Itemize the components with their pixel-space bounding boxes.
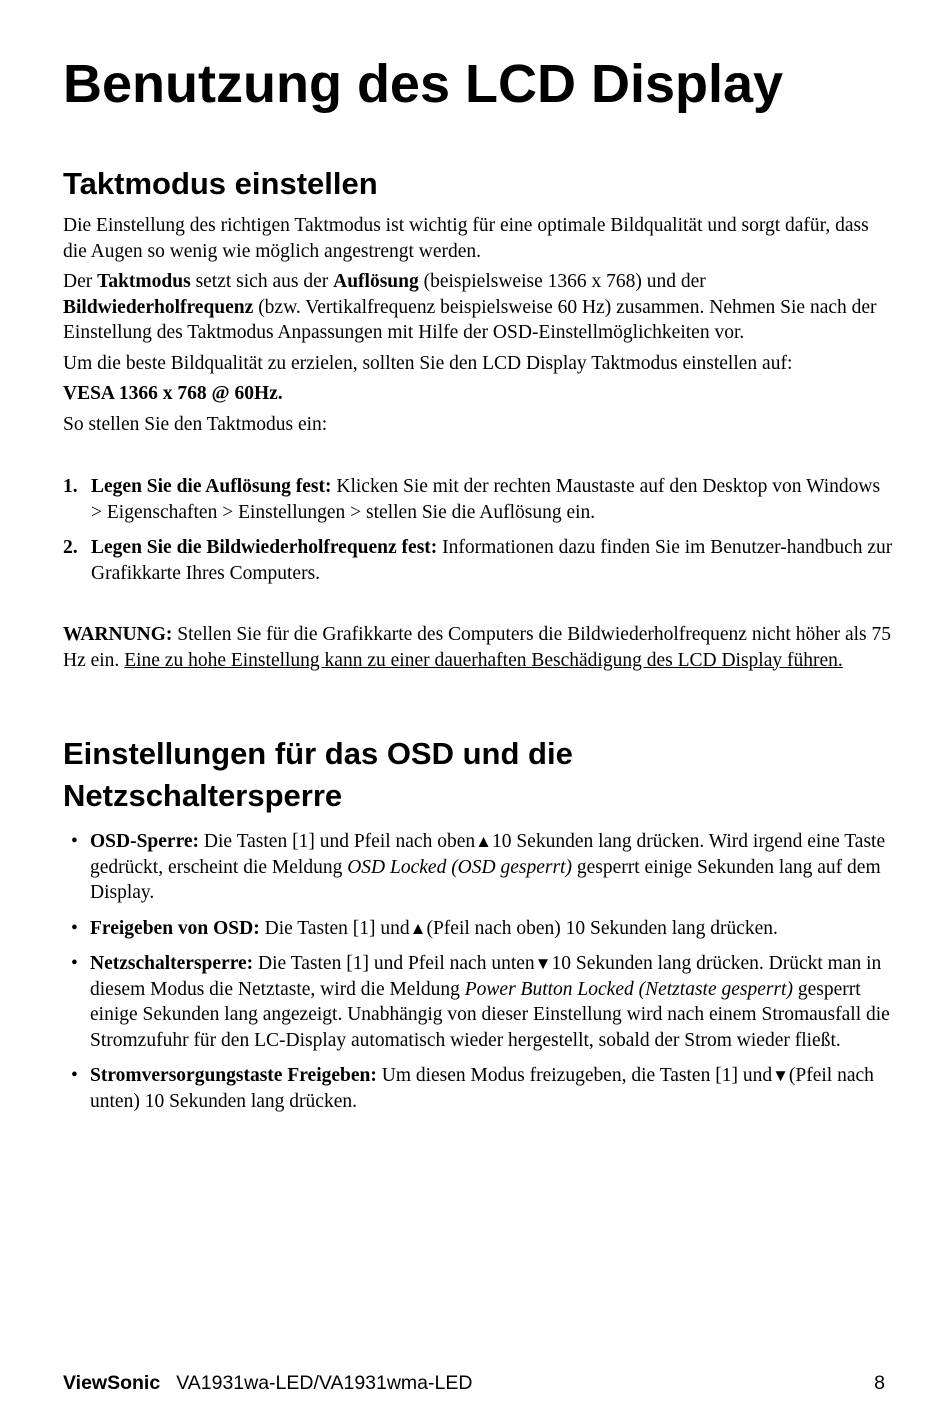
bullet-icon: • <box>71 831 78 852</box>
step-number: 1. <box>63 476 78 497</box>
text: gesperrt einige Sekunden lang auf dem Display. <box>90 856 881 903</box>
text: (bzw. Vertikalfrequenz beispielsweise 60 Hz) zusammen. Nehmen Sie nach der Einstellung des Taktmodus Anpassungen mit Hilfe der OSD-Einstellmöglichkeiten vor. <box>63 296 877 343</box>
text: Die Tasten [1] und Pfeil nach oben <box>199 831 476 852</box>
recommended-mode: VESA 1366 x 768 @ 60Hz. <box>63 383 283 404</box>
footer-brand: ViewSonic <box>63 1372 161 1394</box>
term-taktmodus: Taktmodus <box>97 271 191 292</box>
arrow-down-icon: ▼ <box>772 1066 789 1085</box>
step-number: 2. <box>63 537 78 558</box>
bullet-icon: • <box>71 953 78 974</box>
warning-text: Stellen Sie für die Grafikkarte des Computers die Bildwiederholfrequenz nicht höher als 75 Hz ein. <box>63 624 892 671</box>
section-heading-taktmodus: Taktmodus einstellen <box>63 166 378 201</box>
arrow-up-icon: ▲ <box>409 918 427 938</box>
page-title: Benutzung des LCD Display <box>63 54 784 114</box>
arrow-down-icon: ▼ <box>534 954 552 973</box>
text: (beispielsweise 1366 x 768) und der <box>418 271 706 292</box>
text: Der <box>63 271 98 292</box>
text: 10 Sekunden lang drücken. Drückt man in diesem Modus die Netztaste, wird die Meldung <box>90 953 882 1000</box>
arrow-up-icon: ▲ <box>475 832 492 851</box>
step-text: Informationen dazu finden Sie im Benutzer-handbuch zur Grafikkarte Ihres Computers. <box>91 537 893 584</box>
term-bildwiederholfrequenz: Bildwiederholfrequenz <box>63 296 254 318</box>
text: Um diesen Modus freizugeben, die Tasten [1] und <box>376 1065 773 1086</box>
term-aufloesung: Auflösung <box>333 271 419 292</box>
section-heading-osd <box>63 733 573 817</box>
paragraph-taktmodus-definition <box>63 269 893 346</box>
warning-label: WARNUNG: <box>63 624 173 645</box>
text: setzt sich aus der <box>190 271 334 292</box>
text: (Pfeil nach unten) 10 Sekunden lang drücken. <box>90 1065 874 1112</box>
text: 10 Sekunden lang drücken. Wird irgend eine Taste gedrückt, erscheint die Meldung <box>90 831 886 878</box>
step-title: Legen Sie die Auflösung fest: <box>91 476 332 497</box>
bullet-title: OSD-Sperre: <box>90 831 200 852</box>
list-item <box>63 535 893 586</box>
bullet-title: Netzschaltersperre: <box>90 953 254 974</box>
paragraph-recommendation: Um die beste Bildqualität zu erzielen, sollten Sie den LCD Display Taktmodus einstellen auf: <box>63 352 793 374</box>
message-text: OSD Locked (OSD gesperrt) <box>347 856 572 878</box>
section-taktmodus-body <box>63 213 893 437</box>
list-item <box>63 474 893 525</box>
osd-bullet-list <box>63 829 893 1114</box>
step-title: Legen Sie die Bildwiederholfrequenz fest: <box>91 537 438 558</box>
warning-paragraph <box>63 622 893 673</box>
bullet-icon: • <box>71 1065 78 1086</box>
message-text: Power Button Locked (Netztaste gesperrt) <box>464 978 793 1000</box>
heading-line: Netzschaltersperre <box>63 778 343 813</box>
bullet-title: Freigeben von OSD: <box>90 917 260 939</box>
page-footer <box>63 1370 885 1396</box>
paragraph-steps-intro: So stellen Sie den Taktmodus ein: <box>63 413 328 435</box>
text: Die Tasten [1] und Pfeil nach unten <box>253 953 535 974</box>
step-text: Klicken Sie mit der rechten Maustaste auf den Desktop von Windows > Eigenschaften > Einstellungen > stellen Sie die Auflösung ein. <box>91 476 881 523</box>
steps-list <box>63 474 893 586</box>
list-item <box>63 829 893 906</box>
paragraph-intro: Die Einstellung des richtigen Taktmodus ist wichtig für eine optimale Bildqualität und sorgt dafür, dass die Augen so wenig wie möglich angestrengt werden. <box>63 215 869 262</box>
page-number: 8 <box>874 1372 885 1394</box>
warning-underlined-text: Eine zu hohe Einstellung kann zu einer dauerhaften Beschädigung des LCD Display führen. <box>124 649 843 671</box>
text: (Pfeil nach oben) 10 Sekunden lang drücken. <box>426 917 778 939</box>
footer-model: VA1931wa-LED/VA1931wma-LED <box>176 1372 473 1394</box>
bullet-title: Stromversorgungstaste Freigeben: <box>90 1065 377 1086</box>
bullet-icon: • <box>71 917 78 939</box>
heading-line: Einstellungen für das OSD und die <box>63 736 573 771</box>
text: gesperrt einige Sekunden lang angezeigt. Unabhängig von dieser Einstellung wird nach einem Stromausfall die Stromzufuhr für den LC-Display automatisch wieder hergestellt, sobald der Strom wieder fließt. <box>90 978 890 1051</box>
list-item <box>63 916 893 942</box>
text: Die Tasten [1] und <box>259 917 410 939</box>
list-item <box>63 1063 893 1114</box>
list-item <box>63 951 893 1053</box>
